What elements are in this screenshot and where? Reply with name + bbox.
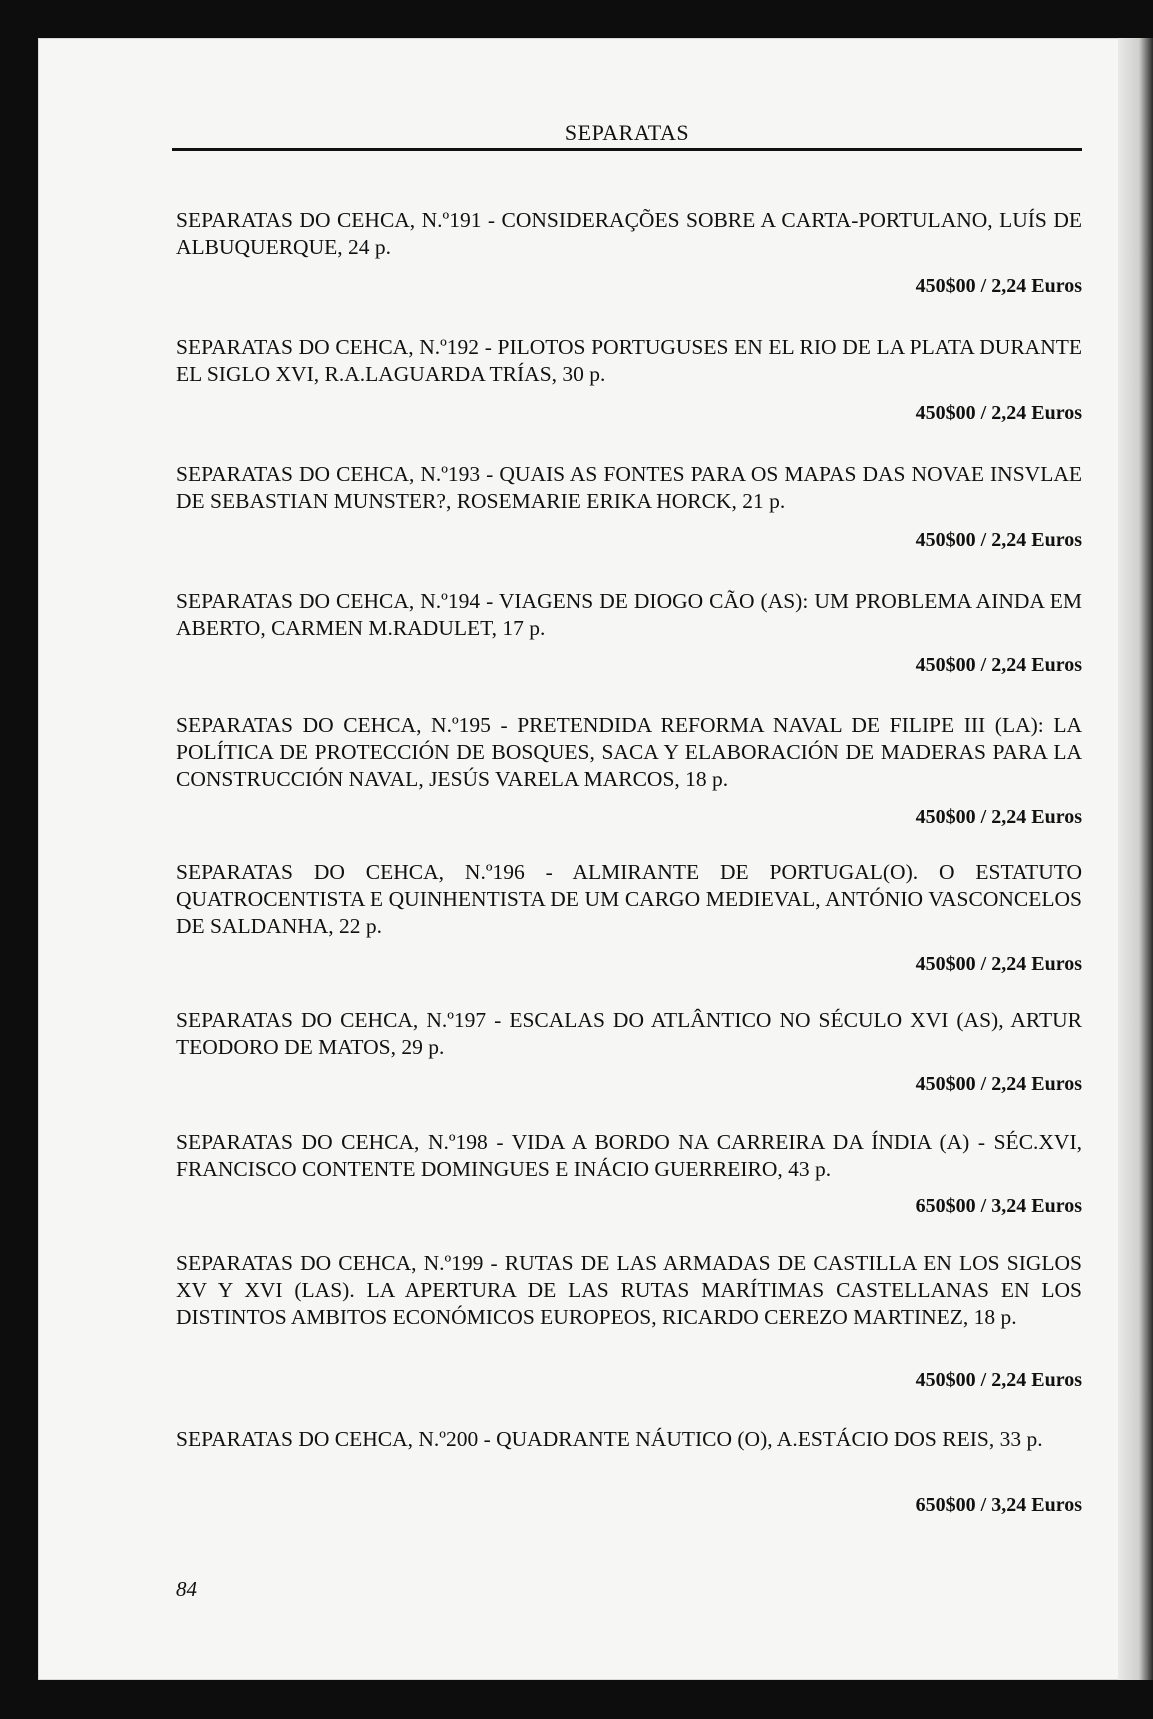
- entry-description: SEPARATAS DO CEHCA, N.º193 - QUAIS AS FONTES PARA OS MAPAS DAS NOVAE INSVLAE DE SEBASTIAN MUNSTER?, ROSEMARIE ERIKA HORCK, 21 p.: [176, 462, 1082, 513]
- header-rule: [172, 148, 1082, 151]
- page-edge-shadow: [1118, 38, 1153, 1680]
- catalog-entry-197: [176, 1007, 1082, 1095]
- entry-price: 450$00 / 2,24 Euros: [915, 1073, 1082, 1095]
- entry-price: 450$00 / 2,24 Euros: [915, 529, 1082, 551]
- entry-description: SEPARATAS DO CEHCA, N.º200 - QUADRANTE NÁUTICO (O), A.ESTÁCIO DOS REIS, 33 p.: [176, 1427, 1043, 1451]
- entry-price: 450$00 / 2,24 Euros: [915, 1369, 1082, 1391]
- entry-price: 650$00 / 3,24 Euros: [915, 1494, 1082, 1516]
- catalog-entry-192: [176, 334, 1082, 424]
- entry-price: 450$00 / 2,24 Euros: [915, 953, 1082, 975]
- entry-price: 450$00 / 2,24 Euros: [915, 654, 1082, 676]
- entry-price: 450$00 / 2,24 Euros: [915, 402, 1082, 424]
- catalog-entry-199: [176, 1250, 1082, 1391]
- entry-description: SEPARATAS DO CEHCA, N.º191 - CONSIDERAÇÕES SOBRE A CARTA-PORTULANO, LUÍS DE ALBUQUERQUE, 24 p.: [176, 208, 1082, 259]
- entry-price: 650$00 / 3,24 Euros: [915, 1195, 1082, 1217]
- catalog-entry-195: [176, 712, 1082, 828]
- catalog-entry-200: [176, 1426, 1082, 1516]
- entry-description: SEPARATAS DO CEHCA, N.º197 - ESCALAS DO ATLÂNTICO NO SÉCULO XVI (AS), ARTUR TEODORO DE MATOS, 29 p.: [176, 1008, 1082, 1059]
- entry-description: SEPARATAS DO CEHCA, N.º195 - PRETENDIDA REFORMA NAVAL DE FILIPE III (LA): LA POLÍTICA DE PROTECCIÓN DE BOSQUES, SACA Y ELABORACIÓN DE MADERAS PARA LA CONSTRUCCIÓN NAVAL, JESÚS VARELA MARCOS, 18 p.: [176, 713, 1082, 791]
- page-number: 84: [176, 1577, 197, 1601]
- page-header-title: SEPARATAS: [564, 120, 690, 145]
- catalog-entry-191: [176, 207, 1082, 297]
- entry-description: SEPARATAS DO CEHCA, N.º198 - VIDA A BORDO NA CARREIRA DA ÍNDIA (A) - SÉC.XVI, FRANCISCO CONTENTE DOMINGUES E INÁCIO GUERREIRO, 43 p.: [176, 1130, 1082, 1181]
- entry-price: 450$00 / 2,24 Euros: [915, 806, 1082, 828]
- entry-price: 450$00 / 2,24 Euros: [915, 275, 1082, 297]
- catalog-entry-196: [176, 859, 1082, 975]
- entry-description: SEPARATAS DO CEHCA, N.º199 - RUTAS DE LAS ARMADAS DE CASTILLA EN LOS SIGLOS XV Y XVI (LAS). LA APERTURA DE LAS RUTAS MARÍTIMAS CASTELLANAS EN LOS DISTINTOS AMBITOS ECONÓMICOS EUROPEOS, RICARDO CEREZO MARTINEZ, 18 p.: [176, 1251, 1082, 1329]
- entry-description: SEPARATAS DO CEHCA, N.º194 - VIAGENS DE DIOGO CÃO (AS): UM PROBLEMA AINDA EM ABERTO, CARMEN M.RADULET, 17 p.: [176, 589, 1082, 640]
- entry-description: SEPARATAS DO CEHCA, N.º196 - ALMIRANTE DE PORTUGAL(O). O ESTATUTO QUATROCENTISTA E QUINHENTISTA DE UM CARGO MEDIEVAL, ANTÓNIO VASCONCELOS DE SALDANHA, 22 p.: [176, 860, 1082, 938]
- catalog-entry-198: [176, 1129, 1082, 1217]
- entry-description: SEPARATAS DO CEHCA, N.º192 - PILOTOS PORTUGUSES EN EL RIO DE LA PLATA DURANTE EL SIGLO XVI, R.A.LAGUARDA TRÍAS, 30 p.: [176, 335, 1082, 386]
- catalog-entry-193: [176, 461, 1082, 551]
- catalog-entry-194: [176, 588, 1082, 676]
